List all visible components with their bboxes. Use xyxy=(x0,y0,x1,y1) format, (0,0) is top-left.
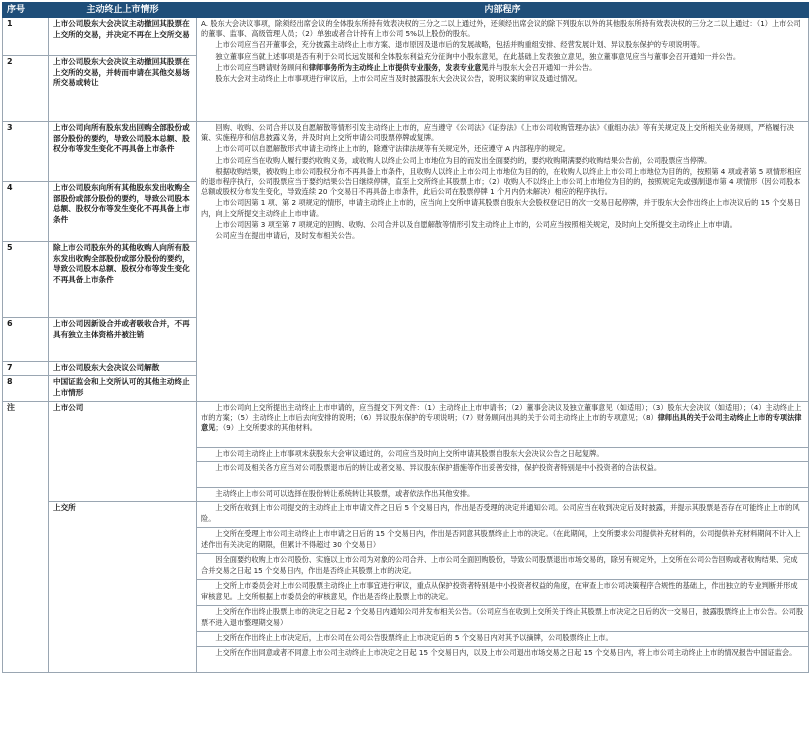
situation-text: 上市公司股东大会决议主动撤回其股票在上交所的交易，并决定不再在上交所交易 xyxy=(49,18,197,56)
emphasis-text: 律师出具的关于公司主动终止上市的专项法律意见 xyxy=(201,413,802,433)
note-company-text: 上市公司向上交所提出主动终止上市申请的，应当提交下列文件：（1）主动终止上市申请书；（2）董事会决议及独立董事意见（如适用）；（3）股东大会决议（如适用）；（4）主动终止上市的方案；（5）主动终止上市后去向安排的说明；（6）异议股东保护的专项说明；（7）财务顾问出具的关于公司主动终止上市的专项意见；（8）律师出具的关于公司主动终止上市的专项法律意见；（9）上交所要求的其他材料。 xyxy=(197,402,809,448)
row-number: 6 xyxy=(3,318,49,362)
procedure-text: 股东大会对主动终止上市事项进行审议后，上市公司应当及时披露股东大会决议公告，说明议案的审议及通过情况。 xyxy=(215,74,582,84)
row-number: 1 xyxy=(3,18,49,56)
procedure-text: 上市公司因第 1 项、第 2 项规定的情形，申请主动终止上市的，应当向上交所申请其股票自股东大会股权登记日的次一交易日起停牌，并于股东大会作出终止上市决议后的 15 个交易日内，向上交所提交主动终止上市申请。 xyxy=(201,198,801,218)
situation-text: 上市公司因新设合并或者吸收合并，不再具有独立主体资格并被注销 xyxy=(49,318,197,362)
row-number: 5 xyxy=(3,242,49,318)
table-row xyxy=(3,122,809,182)
delisting-procedure-table xyxy=(2,2,809,673)
procedure-cell-group2 xyxy=(197,122,809,402)
header-situation: 主动终止上市情形 xyxy=(49,3,197,18)
situation-text: 中国证监会和上交所认可的其他主动终止上市情形 xyxy=(49,376,197,402)
note-exchange-text: 上交所上市委员会对上市公司股票主动终止上市事宜进行审议，重点从保护投资者特别是中小投资者权益的角度，在审查上市公司决策程序合规性的基础上，作出独立的专业判断并形成审核意见。上交所根据上市委员会的审核意见，作出是否终止股票上市的决定。 xyxy=(197,580,809,606)
note-company-label: 上市公司 xyxy=(49,402,197,502)
procedure-text: 根据收购结果，被收购上市公司股权分布不再具备上市条件，且收购人以终止上市公司上市地位为目的的，在收购人以终止上市公司上市地位为目的的，按照第 4 项或者第 5 项情形相应的退市程序执行，公司股票应当于要约结果公告日继续停牌，直至上交所终止其股票上市；（2）收购人不以终止上市公司上市地位为目的的，按照规定先或强制退市第 4 项情形（因公司股本总额或股权分布发生变化，导致连续 20 个交易日不再具备上市条件，此后公司在股票停牌 1 个月内仍未解决）相应的程序执行。 xyxy=(201,166,802,197)
note-exchange-label: 上交所 xyxy=(49,502,197,672)
row-number: 2 xyxy=(3,56,49,122)
procedure-text: 独立董事应当就上述事项是否有利于公司长远发展和全体股东利益充分征询中小股东意见，在此基础上发表独立意见，独立董事意见应当与董事会召开通知一并公告。 xyxy=(215,51,741,61)
situation-text: 除上市公司股东外的其他收购人向所有股东发出收购全部股份或部分股份的要约，导致公司股本总额、股权分布等发生变化不再具备上市条件 xyxy=(49,242,197,318)
note-exchange-text: 因全面要约收购上市公司股份、实施以上市公司为对象的公司合并、上市公司全面回购股份，导致公司股票退出市场交易的，除另有规定外，上交所在公司公告回购或者收购结果、完成合并交易之日起 15 个交易日内，作出是否终止其股票上市的决定。 xyxy=(197,554,809,580)
procedure-text: 上市公司应当聘请财务顾问和律师事务所为主动终止上市提供专业服务，发表专业意见并与股东大会召开通知一并公告。 xyxy=(215,62,597,72)
note-exchange-text: 上交所在作出同意或者不同意上市公司主动终止上市决定之日起 15 个交易日内，以及上市公司退出市场交易之日起 15 个交易日内，将上市公司主动终止上市的情况报告中国证监会。 xyxy=(197,646,809,672)
note-company-text: 上市公司主动终止上市事项未获股东大会审议通过的，公司应当及时向上交所申请其股票自股东大会决议公告之日起复牌。 xyxy=(197,448,809,462)
procedure-cell-group1 xyxy=(197,18,809,122)
note-company-text: 上市公司及相关各方应当对公司股票退市后的转让或者交易、异议股东保护措施等作出妥善安排，保护投资者特别是中小投资者的合法权益。 xyxy=(197,462,809,488)
row-number: 4 xyxy=(3,182,49,242)
row-number: 7 xyxy=(3,362,49,376)
note-exchange-text: 上交所在收到上市公司提交的主动终止上市申请文件之日后 5 个交易日内，作出是否受理的决定并通知公司。公司应当在收到决定后及时披露，并提示其股票是否存在可能终止上市的风险。 xyxy=(197,502,809,528)
procedure-text: 上市公司应当在收购人履行要约收购义务，或收购人以终止公司上市地位为目的而发出全面要约的，要约收购期满要约收购结果公告前，公司股票应当停牌。 xyxy=(215,155,712,165)
situation-text: 上市公司向所有股东发出回购全部股份或部分股份的要约，导致公司股本总额、股权分布等发生变化不再具备上市条件 xyxy=(49,122,197,182)
situation-text: 上市公司股东大会决议主动撤回其股票在上交所的交易，并转而申请在其他交易场所交易或转让 xyxy=(49,56,197,122)
note-exchange-text: 上交所在作出终止上市决定后，上市公司在公司公告股票终止上市决定后的 5 个交易日内对其予以摘牌，公司股票终止上市。 xyxy=(197,632,809,646)
table-row xyxy=(3,402,809,448)
note-exchange-text: 上交所在受理上市公司主动终止上市申请之日后的 15 个交易日内，作出是否同意其股票终止上市的决定。（在此期间，上交所要求公司提供补充材料的，公司提供补充材料期间不计入上述作出有关决定的期限，但累计不得超过 30 个交易日） xyxy=(197,528,809,554)
note-label: 注 xyxy=(3,402,49,673)
header-procedure: 内部程序 xyxy=(197,3,809,18)
header-no: 序号 xyxy=(3,3,49,18)
procedure-text: 公司应当在提出申请后，及时发布相关公告。 xyxy=(215,231,360,241)
row-number: 3 xyxy=(3,122,49,182)
row-number: 8 xyxy=(3,376,49,402)
table-row xyxy=(3,18,809,56)
note-company-text: 主动终止上市公司可以选择在股份转让系统转让其股票，或者依法作出其他安排。 xyxy=(197,488,809,502)
table-header-row xyxy=(3,3,809,18)
table-row xyxy=(3,502,809,528)
procedure-text: 上市公司因第 3 项至第 7 项规定的回购、收购、公司合并以及自愿解散等情形引发主动终止上市的，公司应当按照相关规定，及时向上交所提交主动终止上市申请。 xyxy=(215,219,737,229)
procedure-text: 上市公司可以自愿解散形式申请主动终止上市的，除遵守法律法规等有关规定外，还应遵守 A 内部程序的规定。 xyxy=(215,144,570,154)
procedure-text: 上市公司应当召开董事会，充分披露主动终止上市方案、退市原因及退市后的发展战略，包括并购重组安排、经营发展计划、异议股东保护的专项说明等。 xyxy=(215,40,705,50)
situation-text: 上市公司股东向所有其他股东发出收购全部股份或部分股份的要约，导致公司股本总额、股权分布等发生变化不再具备上市条件 xyxy=(49,182,197,242)
page xyxy=(0,2,810,754)
emphasis-text: 律师事务所为主动终止上市提供专业服务，发表专业意见 xyxy=(308,62,489,72)
situation-text: 上市公司股东大会决议公司解散 xyxy=(49,362,197,376)
procedure-text: 回购、收购、公司合并以及自愿解散等情形引发主动终止上市的，应当遵守《公司法》《证券法》《上市公司收购管理办法》《重组办法》等有关规定及上交所相关业务规则，严格履行决策、实施程序和信息披露义务，并及时向上交所申请公司股票停牌或复牌。 xyxy=(201,123,794,143)
note-exchange-text: 上交所在作出终止股票上市的决定之日起 2 个交易日内通知公司并发布相关公告。（公司应当在收到上交所关于终止其股票上市决定之日后的次一交易日，披露股票终止上市公告。公司股票不进入退市整理期交易） xyxy=(197,606,809,632)
procedure-text: A. 股东大会决议事项，除须经出席会议的全体股东所持有效表决权的三分之二以上通过外，还须经出席会议的除下列股东以外的其他股东所持有效表决权的三分之二以上通过：（1）上市公司的董事、监事、高级管理人员；（2）单独或者合计持有上市公司 5%以上股份的股东。 xyxy=(201,19,801,39)
